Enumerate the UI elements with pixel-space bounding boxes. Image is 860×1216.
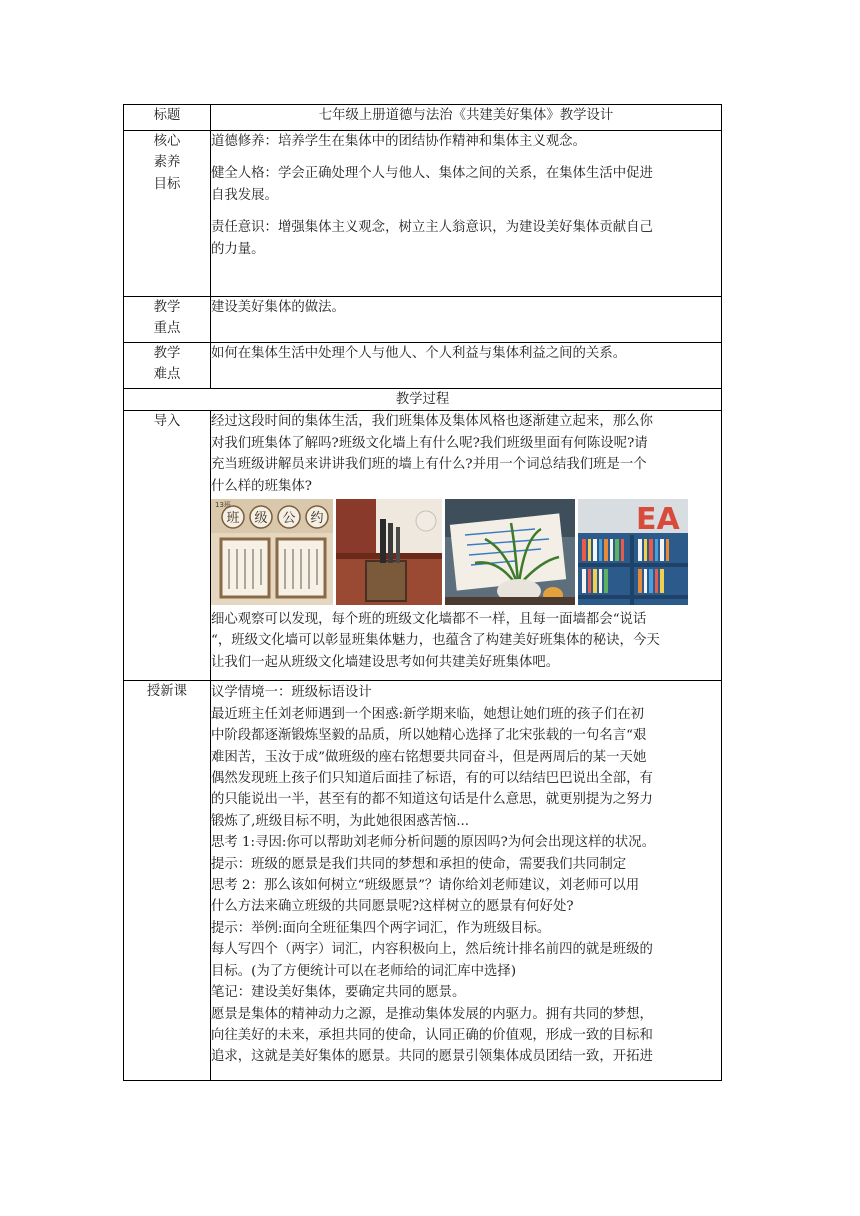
core-goals-row xyxy=(124,131,722,297)
difficulty-label-line: 难点 xyxy=(153,367,181,383)
wall-letters: EA xyxy=(636,502,680,538)
process-header: 教学过程 xyxy=(124,389,722,411)
focus-value: 建设美好集体的做法。 xyxy=(211,297,722,343)
title-label: 标题 xyxy=(124,105,211,131)
text-line: 的力量。 xyxy=(211,241,265,257)
focus-label-line: 重点 xyxy=(153,321,181,337)
text-line: 健全人格：学会正确处理个人与他人、集体之间的关系，在集体生活中促进 xyxy=(211,166,653,182)
new-lesson-row xyxy=(124,681,722,1081)
text-line: 提示：班级的愿景是我们共同的梦想和承担的使命，需要我们共同制定 xyxy=(211,856,627,872)
text-line: 向往美好的未来，承担共同的使命，认同正确的价值观，形成一致的目标和 xyxy=(211,1027,653,1043)
text-line: 每人写四个（两字）词汇，内容积极向上，然后统计排名前四的就是班级的 xyxy=(211,942,653,958)
text-line: 笔记：建设美好集体，要确定共同的愿景。 xyxy=(211,985,466,1001)
difficulty-value: 如何在集体生活中处理个人与他人、个人利益与集体利益之间的关系。 xyxy=(211,343,722,389)
core-goals-label xyxy=(124,131,211,297)
intro-content xyxy=(211,411,722,681)
text-line: 细心观察可以发现，每个班的班级文化墙都不一样，且每一面墙都会“说话 xyxy=(211,612,647,628)
difficulty-label xyxy=(124,343,211,389)
class-rules-photo xyxy=(211,499,333,605)
difficulty-label-line: 教学 xyxy=(153,346,181,361)
text-line: “，班级文化墙可以彰显班集体魅力，也蕴含了构建美好班集体的秘诀，今天 xyxy=(211,633,660,649)
classroom-photos xyxy=(211,499,721,605)
bookshelf-photo xyxy=(578,499,688,605)
text-line: 让我们一起从班级文化墙建设思考如何共建美好班集体吧。 xyxy=(211,654,560,670)
text-line: 自我发展。 xyxy=(211,187,278,203)
core-goals-content xyxy=(211,131,722,297)
focus-label-line: 教学 xyxy=(153,300,181,315)
corner-shelf-photo xyxy=(336,499,442,605)
new-lesson-content xyxy=(211,681,722,1081)
text-line: 提示：举例:面向全班征集四个两字词汇，作为班级目标。 xyxy=(211,920,551,936)
banner-char: 公 xyxy=(282,511,296,527)
text-line: 中阶段都逐渐锻炼坚毅的品质，所以她精心选择了北宋张载的一句名言“艰 xyxy=(211,728,647,744)
intro-row xyxy=(124,411,722,681)
personality-paragraph xyxy=(211,163,721,206)
title-value: 七年级上册道德与法治《共建美好集体》教学设计 xyxy=(211,105,722,131)
core-label-line: 素养 xyxy=(153,155,181,171)
class-number: 13班 xyxy=(215,501,231,510)
core-label-line: 目标 xyxy=(153,176,181,192)
text-line: 思考 1:寻因:你可以帮助刘老师分析问题的原因吗?为何会出现这样的状况。 xyxy=(211,835,656,851)
text-line: 目标。(为了方便统计可以在老师给的词汇库中选择) xyxy=(211,963,517,979)
process-header-row xyxy=(124,389,722,411)
banner-char: 班 xyxy=(226,511,240,527)
lesson-plan-table xyxy=(123,104,722,1081)
text-line: 偶然发现班上孩子们只知道后面挂了标语，有的可以结结巴巴说出全部，有 xyxy=(211,771,653,787)
text-line: 对我们班集体了解吗?班级文化墙上有什么呢?我们班级里面有何陈设呢?请 xyxy=(211,435,648,451)
plant-display-photo xyxy=(445,499,575,605)
banner-char: 级 xyxy=(254,511,268,527)
text-line: 最近班主任刘老师遇到一个困惑:新学期来临，她想让她们班的孩子们在初 xyxy=(211,706,645,722)
text-line: 思考 2：那么该如何树立“班级愿景”？请你给刘老师建议，刘老师可以用 xyxy=(211,878,640,894)
text-line: 的只能说出一半，甚至有的都不知道这句话是什么意思，就更别提为之努力 xyxy=(211,792,653,808)
text-line: 追求，这就是美好集体的愿景。共同的愿景引领集体成员团结一致，开拓进 xyxy=(211,1049,653,1065)
text-line: 什么方法来确立班级的共同愿景呢?这样树立的愿景有何好处? xyxy=(211,899,574,915)
text-line: 什么样的班集体? xyxy=(211,478,312,494)
responsibility-paragraph xyxy=(211,217,721,260)
moral-paragraph xyxy=(211,131,721,152)
difficulty-row xyxy=(124,343,722,389)
banner-char: 约 xyxy=(310,511,324,527)
text-line: 议学情境一：班级标语设计 xyxy=(211,685,372,701)
text-line: 愿景是集体的精神动力之源，是推动集体发展的内驱力。拥有共同的梦想， xyxy=(211,1006,653,1022)
text-line: 锻炼了,班级目标不明，为此她很困惑苦恼... xyxy=(211,813,470,829)
focus-row xyxy=(124,297,722,343)
text-line: 责任意识：增强集体主义观念，树立主人翁意识，为建设美好集体贡献自己 xyxy=(211,220,653,236)
intro-label: 导入 xyxy=(124,411,211,681)
text-line: 难困苦，玉汝于成”做班级的座右铭想要共同奋斗，但是两周后的某一天她 xyxy=(211,749,647,765)
focus-label xyxy=(124,297,211,343)
text-line: 充当班级讲解员来讲讲我们班的墙上有什么?并用一个词总结我们班是一个 xyxy=(211,457,647,473)
title-row xyxy=(124,105,722,131)
text-line: 经过这段时间的集体生活，我们班集体及集体风格也逐渐建立起来，那么你 xyxy=(211,414,653,430)
new-lesson-label: 授新课 xyxy=(124,681,211,1081)
text-line: 道德修养：培养学生在集体中的团结协作精神和集体主义观念。 xyxy=(211,134,586,149)
core-label-line: 核心 xyxy=(153,134,181,149)
